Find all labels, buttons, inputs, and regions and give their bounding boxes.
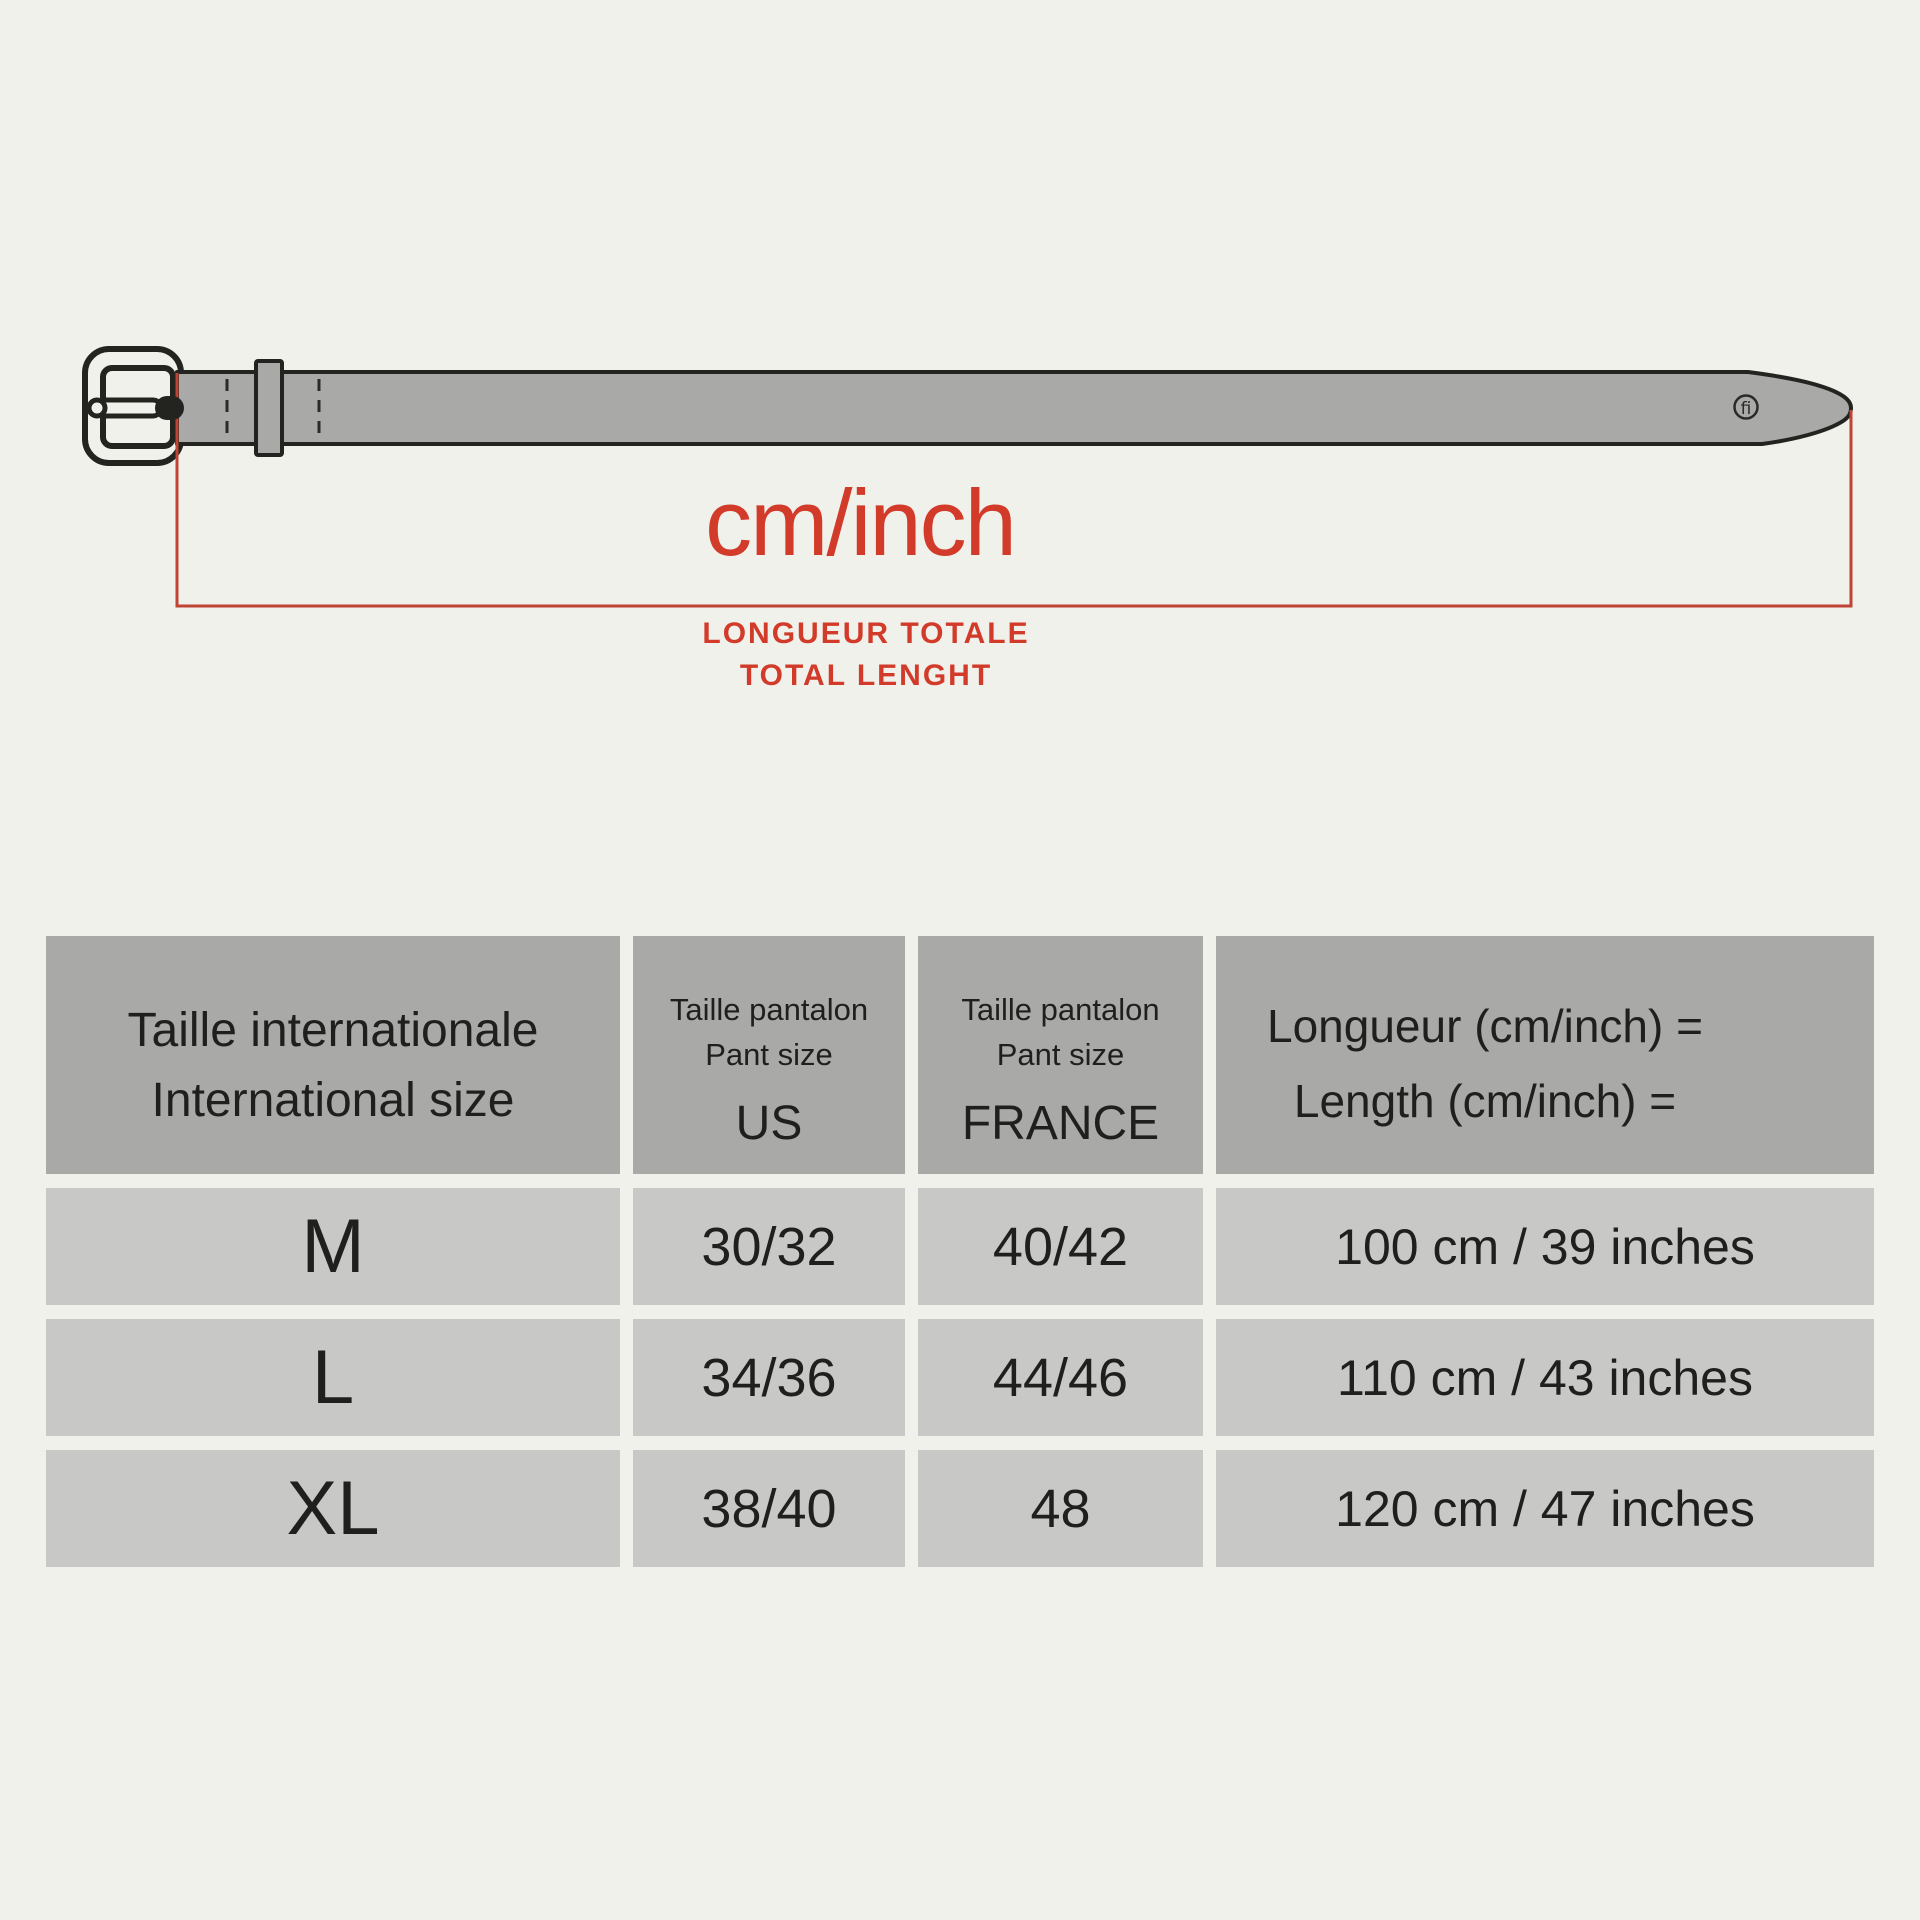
col-header-pant-size-us: [633, 936, 905, 1174]
belt-strap: [177, 372, 1851, 444]
cell-length-xl: 120 cm / 47 inches: [1216, 1450, 1874, 1567]
col-header-pant-size-france: [918, 936, 1203, 1174]
cell-france-m: 40/42: [918, 1188, 1203, 1305]
cell-length-m: 100 cm / 39 inches: [1216, 1188, 1874, 1305]
col-header-line: Taille internationale: [127, 1004, 539, 1058]
col-header-line: Taille pantalon: [961, 992, 1160, 1027]
cell-france-xl: 48: [918, 1450, 1203, 1567]
brand-stamp-glyph: ﬁ: [1740, 399, 1752, 419]
col-header-line: Pant size: [705, 1037, 833, 1072]
col-header-region: FRANCE: [961, 1097, 1160, 1150]
buckle-prong-pivot: [89, 400, 105, 416]
cell-size-xl: XL: [46, 1450, 620, 1567]
col-header-line: Taille pantalon: [669, 992, 869, 1027]
total-length-label-fr: LONGUEUR TOTALE: [702, 617, 1030, 650]
col-header-line: Pant size: [996, 1037, 1125, 1072]
cell-us-xl: 38/40: [633, 1450, 905, 1567]
col-header-international-size: [46, 936, 620, 1174]
measurement-unit-label: cm/inch: [705, 470, 1015, 575]
col-header-line: International size: [151, 1074, 515, 1127]
cell-length-l: 110 cm / 43 inches: [1216, 1319, 1874, 1436]
size-table: [46, 936, 1874, 1567]
col-header-region: US: [735, 1097, 803, 1150]
cell-us-l: 34/36: [633, 1319, 905, 1436]
total-length-label-en: TOTAL LENGHT: [739, 659, 993, 692]
cell-us-m: 30/32: [633, 1188, 905, 1305]
col-header-line: Length (cm/inch) =: [1293, 1075, 1677, 1127]
cell-france-l: 44/46: [918, 1319, 1203, 1436]
col-header-line: Longueur (cm/inch) =: [1267, 1000, 1703, 1053]
cell-size-m: M: [46, 1188, 620, 1305]
col-header-length: [1216, 936, 1874, 1174]
cell-size-l: L: [46, 1319, 620, 1436]
belt-loop: [256, 361, 282, 455]
buckle-prong-tip: [155, 396, 184, 420]
